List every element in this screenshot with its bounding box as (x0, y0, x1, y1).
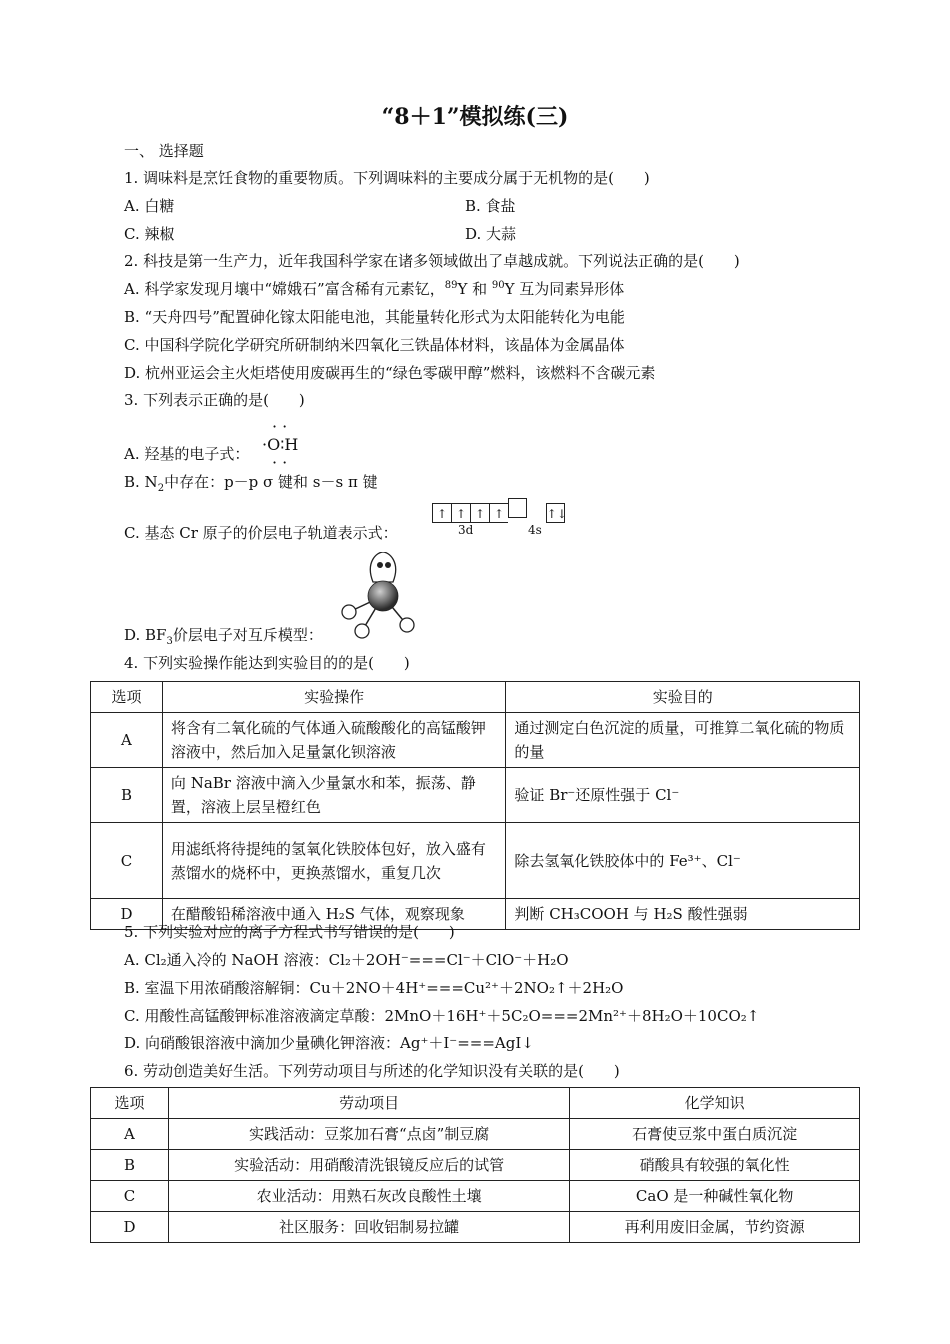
row-option: A (91, 1119, 169, 1150)
q1-option-b: B. 食盐 (465, 197, 516, 215)
orbital-3d-2: ↑ (451, 503, 470, 523)
q2-option-c: C. 中国科学院化学研究所研制纳米四氧化三铁晶体材料，该晶体为金属晶体 (124, 336, 625, 354)
table-header-row (91, 682, 860, 713)
label-3d: 3d (458, 523, 474, 537)
q3-stem: 3. 下列表示正确的是( ) (124, 391, 305, 409)
q5-option-a: A. Cl₂通入冷的 NaOH 溶液：Cl₂＋2OH⁻===Cl⁻＋ClO⁻＋H₂O (124, 951, 569, 969)
q3-option-d: D. $BF_3$价层电子对互斥模型： (124, 626, 323, 647)
q1-option-d: D. 大蒜 (465, 225, 517, 243)
q1-stem: 1. 调味料是烹饪食物的重要物质。下列调味料的主要成分属于无机物的是( ) (124, 169, 650, 187)
row-option: A (91, 713, 163, 768)
hydroxyl-lewis-structure: · · ·O∶H · · (262, 417, 299, 472)
row-purpose: 判断 CH₃COOH 与 H₂S 酸性强弱 (506, 899, 860, 930)
q4-stem: 4. 下列实验操作能达到实验目的的是( ) (124, 654, 410, 672)
row-labor-item: 实践活动：豆浆加石膏“点卤”制豆腐 (168, 1119, 569, 1150)
row-purpose: 除去氢氧化铁胶体中的 Fe³⁺、Cl⁻ (506, 823, 860, 899)
row-option: B (91, 768, 163, 823)
page-title: “8＋1”模拟练(三) (381, 104, 569, 130)
q1-option-c: C. 辣椒 (124, 225, 175, 243)
row-chem-knowledge: CaO 是一种碱性氧化物 (570, 1181, 860, 1212)
table-row (91, 1119, 860, 1150)
table-row (91, 768, 860, 823)
header-operation: 实验操作 (162, 682, 506, 713)
q2-option-a: A. 科学家发现月壤中“嫦娥石”富含稀有元素钇，$^{89}$Y 和 $^{90}$Y 互为同素异形体 (124, 280, 625, 298)
q6-table (90, 1087, 860, 1243)
q3-option-a: A. 羟基的电子式： (124, 445, 250, 463)
label-4s: 4s (528, 523, 542, 537)
cr-orbital-diagram (432, 498, 565, 523)
table-header-row (91, 1088, 860, 1119)
q5-stem: 5. 下列实验对应的离子方程式书写错误的是( ) (124, 923, 455, 941)
row-purpose: 通过测定白色沉淀的质量，可推算二氧化硫的物质的量 (506, 713, 860, 768)
header-chem-knowledge: 化学知识 (570, 1088, 860, 1119)
header-option: 选项 (91, 682, 163, 713)
header-labor-item: 劳动项目 (168, 1088, 569, 1119)
q5-option-d: D. 向硝酸银溶液中滴加少量碘化钾溶液：Ag⁺＋I⁻===AgI↓ (124, 1034, 534, 1052)
section-heading: 一、 选择题 (124, 142, 204, 160)
header-purpose: 实验目的 (506, 682, 860, 713)
row-operation: 用滤纸将待提纯的氢氧化铁胶体包好，放入盛有蒸馏水的烧杯中，更换蒸馏水，重复几次 (162, 823, 506, 899)
q6-stem: 6. 劳动创造美好生活。下列劳动项目与所述的化学知识没有关联的是( ) (124, 1062, 620, 1080)
q4-table (90, 681, 860, 930)
row-labor-item: 实验活动：用硝酸清洗银镜反应后的试管 (168, 1150, 569, 1181)
table-row (91, 1181, 860, 1212)
orbital-3d-1: ↑ (432, 503, 451, 523)
q5-option-c: C. 用酸性高锰酸钾标准溶液滴定草酸：2MnO＋16H⁺＋5C₂O===2Mn²⁺＋8H₂O＋10CO₂↑ (124, 1007, 760, 1025)
q5-option-b: B. 室温下用浓硝酸溶解铜：Cu＋2NO＋4H⁺===Cu²⁺＋2NO₂↑＋2H₂O (124, 979, 624, 997)
table-row (91, 823, 860, 899)
row-purpose: 验证 Br⁻还原性强于 Cl⁻ (506, 768, 860, 823)
row-operation: 将含有二氧化硫的气体通入硫酸酸化的高锰酸钾溶液中，然后加入足量氯化钡溶液 (162, 713, 506, 768)
orbital-3d-4: ↑ (489, 503, 508, 523)
bf3-vsepr-model-image (335, 552, 425, 644)
row-operation: 在醋酸铅稀溶液中通入 H₂S 气体，观察现象 (162, 899, 506, 930)
table-row (91, 713, 860, 768)
row-option: D (91, 899, 163, 930)
orbital-4s: ↑↓ (546, 503, 565, 523)
orbital-3d-5 (508, 498, 527, 518)
row-option: B (91, 1150, 169, 1181)
q1-option-a: A. 白糖 (124, 197, 175, 215)
q2-option-b: B. “天舟四号”配置砷化镓太阳能电池，其能量转化形式为太阳能转化为电能 (124, 308, 625, 326)
table-row (91, 1150, 860, 1181)
row-option: D (91, 1212, 169, 1243)
row-operation: 向 NaBr 溶液中滴入少量氯水和苯，振荡、静置，溶液上层呈橙红色 (162, 768, 506, 823)
row-labor-item: 社区服务：回收铝制易拉罐 (168, 1212, 569, 1243)
row-chem-knowledge: 石膏使豆浆中蛋白质沉淀 (570, 1119, 860, 1150)
row-chem-knowledge: 再利用废旧金属，节约资源 (570, 1212, 860, 1243)
orbital-3d-3: ↑ (470, 503, 489, 523)
row-labor-item: 农业活动：用熟石灰改良酸性土壤 (168, 1181, 569, 1212)
q3-option-b: B. $N_2$中存在：p－p σ 键和 s－s π 键 (124, 473, 378, 494)
q2-stem: 2. 科技是第一生产力，近年我国科学家在诸多领域做出了卓越成就。下列说法正确的是( ) (124, 252, 740, 270)
q2-option-d: D. 杭州亚运会主火炬塔使用废碳再生的“绿色零碳甲醇”燃料，该燃料不含碳元素 (124, 364, 656, 382)
q3-option-c: C. 基态 Cr 原子的价层电子轨道表示式： (124, 524, 398, 542)
row-option: C (91, 1181, 169, 1212)
row-option: C (91, 823, 163, 899)
table-row (91, 1212, 860, 1243)
header-option: 选项 (91, 1088, 169, 1119)
row-chem-knowledge: 硝酸具有较强的氧化性 (570, 1150, 860, 1181)
